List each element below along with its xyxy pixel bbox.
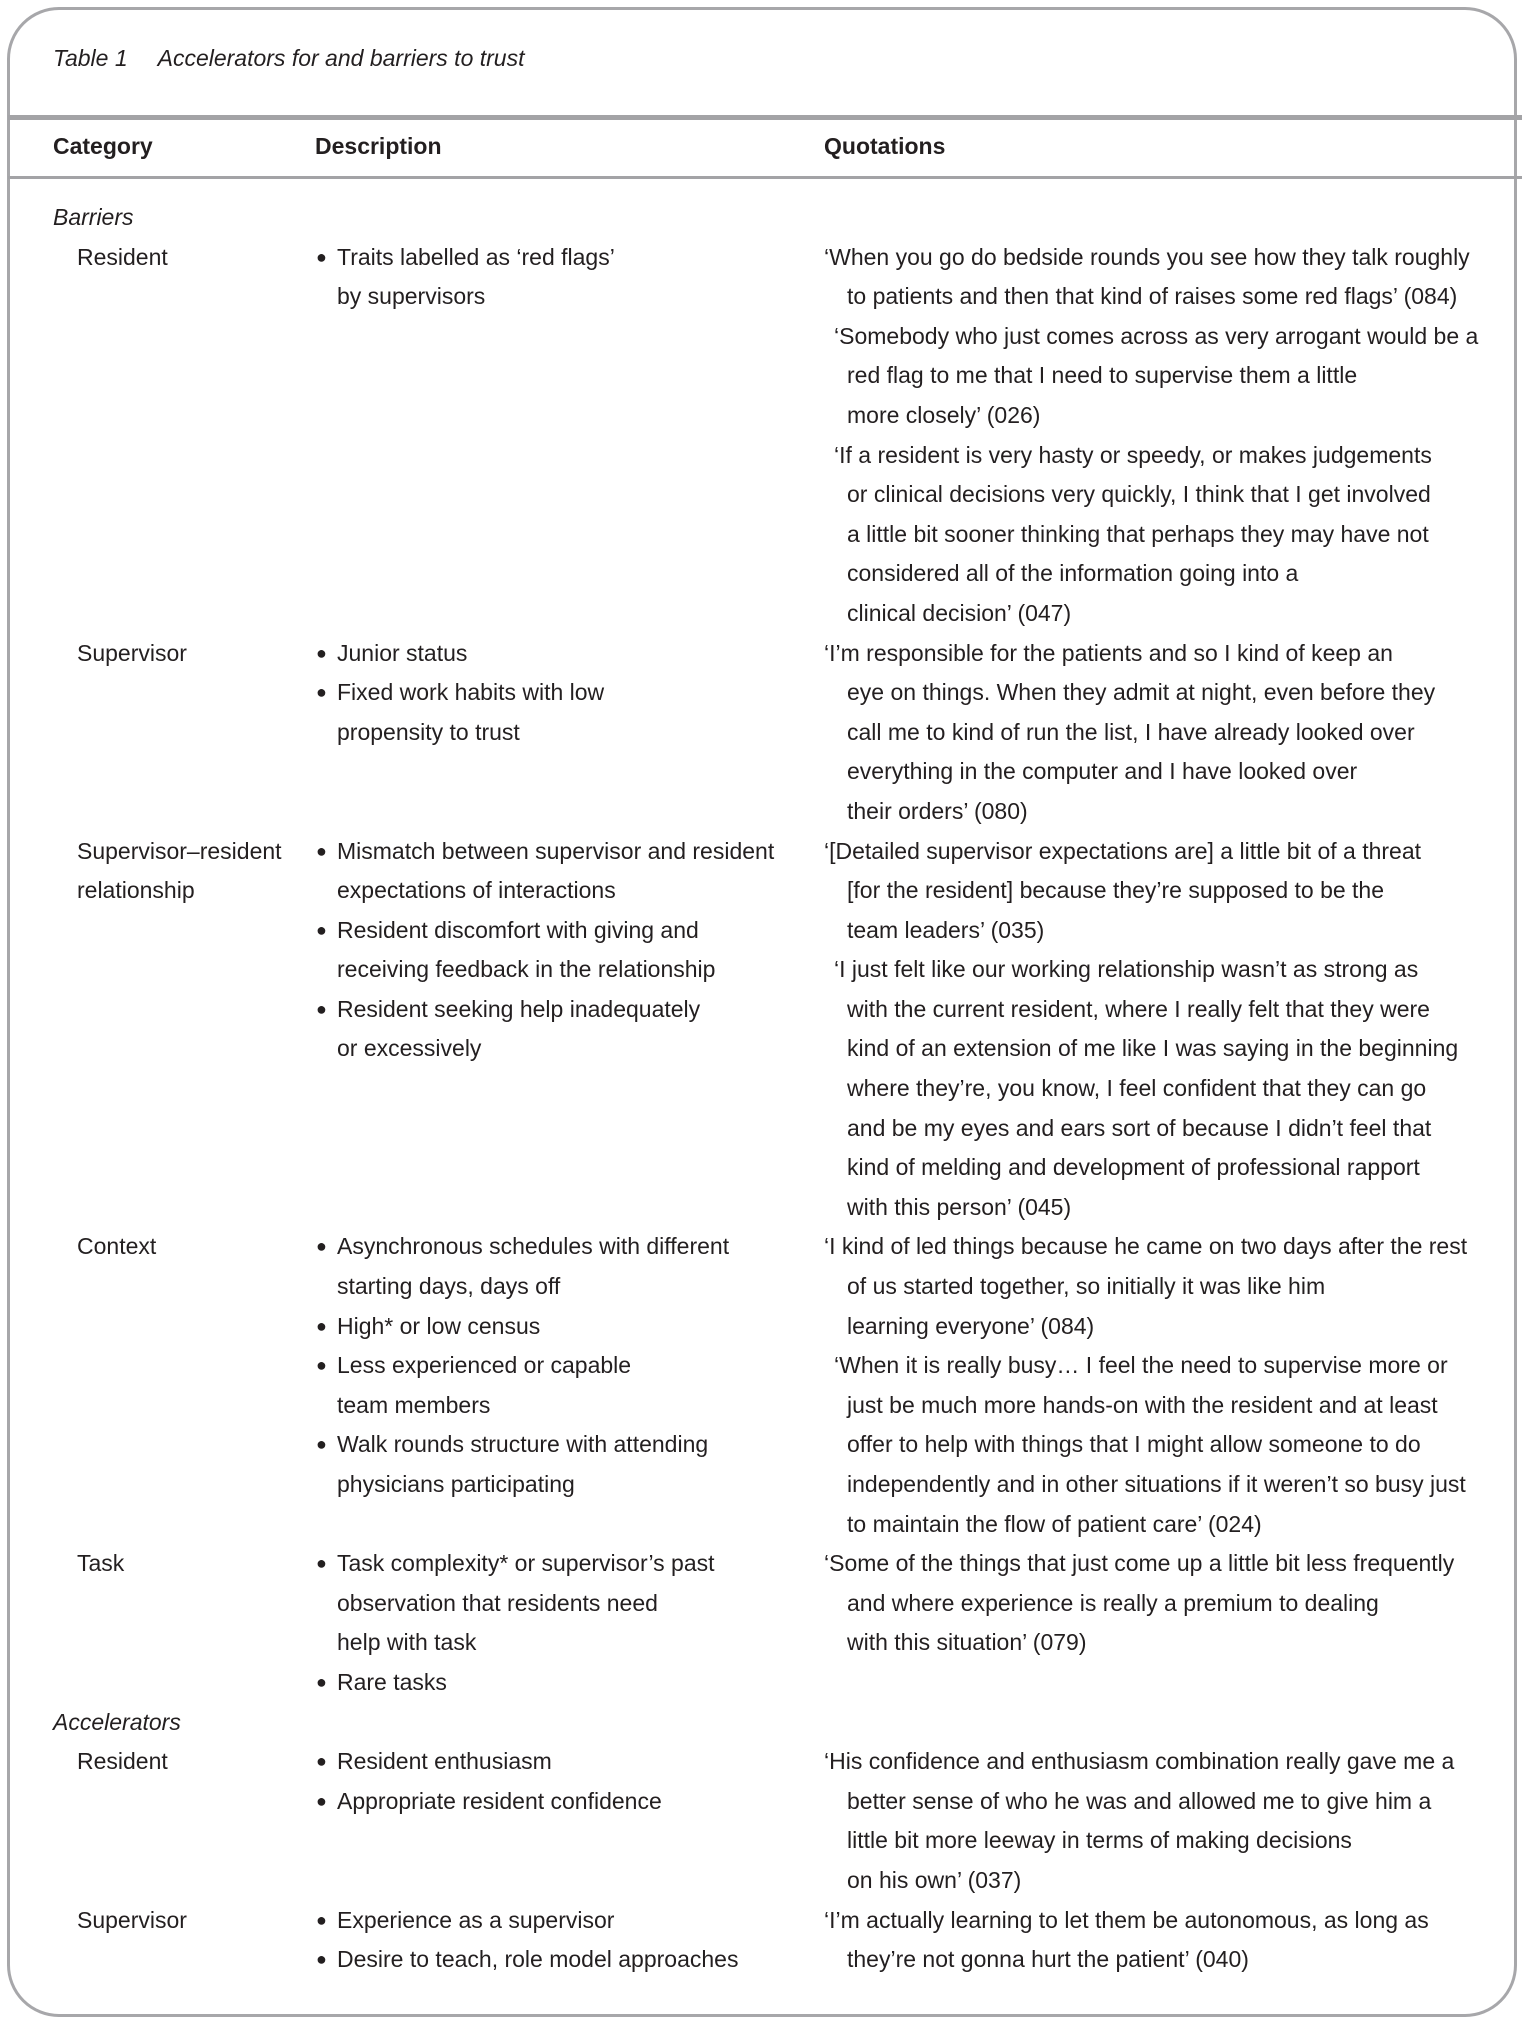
- description-item: [316, 238, 824, 317]
- description-item: [316, 1227, 824, 1306]
- quotation-text: ‘I just felt like our working relationship wasn’t as strong as: [834, 956, 1419, 983]
- description-item: [316, 1663, 824, 1703]
- description-text: Mismatch between supervisor and resident: [337, 837, 775, 864]
- description-item: [316, 911, 824, 990]
- quotation-text: eye on things. When they admit at night, even before they: [847, 679, 1436, 706]
- bullet-icon: ●: [316, 1236, 327, 1257]
- quotation: [824, 317, 1524, 436]
- category-cell: [0, 1544, 316, 1702]
- quotation-text: ‘I’m responsible for the patients and so I kind of keep an: [824, 639, 1393, 666]
- description-text: Desire to teach, role model approaches: [337, 1946, 739, 1973]
- category-text: Context: [77, 1233, 157, 1260]
- bullet-icon: ●: [316, 1434, 327, 1455]
- quotation-text: team leaders’ (035): [847, 916, 1045, 943]
- description-text: Appropriate resident confidence: [337, 1787, 662, 1814]
- description-text: expectations of interactions: [337, 877, 616, 904]
- bullet-icon: ●: [316, 1949, 327, 1970]
- quotation: [824, 436, 1524, 634]
- category-text: relationship: [77, 877, 195, 904]
- description-text: receiving feedback in the relationship: [337, 956, 716, 983]
- bullet-icon: ●: [316, 1671, 327, 1692]
- category-cell: [0, 832, 316, 1228]
- description-item: [316, 1425, 824, 1504]
- description-text: team members: [337, 1391, 491, 1418]
- quotation-text: ‘Some of the things that just come up a little bit less frequently: [824, 1550, 1455, 1577]
- quotation-text: independently and in other situations if it weren’t so busy just: [847, 1471, 1466, 1497]
- table-number: Table 1: [53, 45, 128, 71]
- description-text: Fixed work habits with low: [337, 679, 605, 706]
- quotations-cell: [824, 634, 1524, 832]
- category-cell: [0, 1901, 316, 1980]
- quotation: [824, 634, 1524, 832]
- description-text: Resident discomfort with giving and: [337, 916, 699, 943]
- quotation-text: clinical decision’ (047): [847, 599, 1072, 626]
- category-text: Resident: [77, 1748, 168, 1775]
- description-text: Resident seeking help inadequately: [337, 995, 701, 1022]
- table-body: [0, 198, 1530, 1980]
- quotation-text: and be my eyes and ears sort of because I didn’t feel that: [847, 1114, 1432, 1141]
- table-row: [0, 1901, 1530, 1980]
- quotations-cell: [824, 1742, 1524, 1900]
- description-text: Resident enthusiasm: [337, 1748, 552, 1775]
- quotation-text: with the current resident, where I really felt that they were: [847, 995, 1430, 1022]
- table-title: Accelerators for and barriers to trust: [157, 45, 525, 71]
- description-cell: [316, 238, 824, 634]
- category-cell: [0, 1227, 316, 1544]
- quotation: [824, 1227, 1524, 1346]
- table-row: [0, 832, 1530, 1228]
- quotation-text: a little bit sooner thinking that perhaps they may have not: [847, 520, 1429, 547]
- description-text: Task complexity* or supervisor’s past: [337, 1550, 715, 1577]
- quotation-text: ‘His confidence and enthusiasm combination really gave me a: [824, 1748, 1455, 1775]
- quotation-text: considered all of the information going into a: [847, 560, 1299, 587]
- bullet-icon: ●: [316, 1909, 327, 1930]
- bullet-icon: ●: [316, 998, 327, 1019]
- quotation-text: where they’re, you know, I feel confident that they can go: [847, 1075, 1427, 1102]
- quotations-cell: [824, 1544, 1524, 1702]
- quotation: [824, 1544, 1524, 1663]
- quotation-text: ‘When you go do bedside rounds you see how they talk roughly: [824, 243, 1470, 270]
- description-text: propensity to trust: [337, 718, 520, 745]
- quotation-text: ‘When it is really busy… I feel the need to supervise more or: [834, 1352, 1448, 1379]
- description-text: observation that residents need: [337, 1589, 658, 1616]
- quotation: [824, 832, 1524, 951]
- quotation-text: ‘I’m actually learning to let them be autonomous, as long as: [824, 1906, 1429, 1933]
- quotation-text: on his own’ (037): [847, 1866, 1022, 1893]
- table-row: [0, 238, 1530, 634]
- quotation-text: everything in the computer and I have looked over: [847, 758, 1358, 785]
- quotation-text: ‘[Detailed supervisor expectations are] a little bit of a threat: [824, 837, 1422, 864]
- description-text: Walk rounds structure with attending: [337, 1431, 709, 1458]
- description-item: [316, 832, 824, 911]
- quotation: [824, 238, 1524, 317]
- description-item: [316, 673, 824, 752]
- description-cell: [316, 832, 824, 1228]
- quotation-text: better sense of who he was and allowed me to give him a: [847, 1787, 1432, 1814]
- category-text: Supervisor: [77, 639, 187, 666]
- description-cell: [316, 1227, 824, 1544]
- description-item: [316, 990, 824, 1069]
- description-item: [316, 1940, 824, 1980]
- category-cell: [0, 1742, 316, 1900]
- group-label: Accelerators: [53, 1708, 181, 1735]
- column-header-quotations: Quotations: [824, 133, 946, 159]
- category-text: Supervisor–resident: [77, 837, 282, 864]
- quotation-text: call me to kind of run the list, I have already looked over: [847, 718, 1415, 745]
- category-cell: [0, 238, 316, 634]
- table-row: [0, 1227, 1530, 1544]
- quotation: [824, 1346, 1524, 1544]
- bullet-icon: ●: [316, 682, 327, 703]
- category-text: Supervisor: [77, 1906, 187, 1933]
- quotation-text: they’re not gonna hurt the patient’ (040): [847, 1946, 1249, 1973]
- description-item: [316, 1307, 824, 1347]
- bullet-icon: ●: [316, 246, 327, 267]
- quotation-text: to patients and then that kind of raises some red flags’ (084): [847, 283, 1458, 310]
- table-row: [0, 1742, 1530, 1900]
- quotation-text: with this person’ (045): [847, 1193, 1072, 1220]
- description-text: Experience as a supervisor: [337, 1906, 615, 1933]
- quotation-text: kind of melding and development of professional rapport: [847, 1154, 1420, 1181]
- description-text: Less experienced or capable: [337, 1352, 632, 1379]
- description-item: [316, 1346, 824, 1425]
- bullet-icon: ●: [316, 1790, 327, 1811]
- description-item: [316, 1782, 824, 1822]
- quotation: [824, 1901, 1524, 1980]
- description-text: help with task: [337, 1629, 477, 1656]
- bullet-icon: ●: [316, 1751, 327, 1772]
- category-text: Resident: [77, 243, 168, 270]
- quotation-text: ‘I kind of led things because he came on two days after the rest: [824, 1233, 1468, 1260]
- description-text: starting days, days off: [337, 1273, 561, 1300]
- quotation-text: offer to help with things that I might allow someone to do: [847, 1431, 1421, 1458]
- table-row: [0, 634, 1530, 832]
- quotation-text: ‘If a resident is very hasty or speedy, or makes judgements: [834, 441, 1432, 468]
- description-cell: [316, 1901, 824, 1980]
- description-item: [316, 1742, 824, 1782]
- quotation-text: ‘Somebody who just comes across as very arrogant would be a: [834, 322, 1479, 349]
- group-label: Barriers: [53, 204, 134, 230]
- description-cell: [316, 1544, 824, 1702]
- description-item: [316, 1901, 824, 1941]
- bullet-icon: ●: [316, 840, 327, 861]
- bullet-icon: ●: [316, 919, 327, 940]
- description-cell: [316, 634, 824, 832]
- quotation-text: and where experience is really a premium to dealing: [847, 1589, 1379, 1616]
- description-text: Traits labelled as ‘red flags’: [337, 243, 615, 270]
- quotation-text: just be much more hands-on with the resident and at least: [847, 1391, 1438, 1418]
- quotations-cell: [824, 1901, 1524, 1980]
- bullet-icon: ●: [316, 1355, 327, 1376]
- quotations-cell: [824, 238, 1524, 634]
- description-text: Rare tasks: [337, 1668, 447, 1695]
- header-top-rule: [8, 115, 1522, 120]
- bullet-icon: ●: [316, 1553, 327, 1574]
- quotation-text: with this situation’ (079): [847, 1629, 1087, 1656]
- description-text: or excessively: [337, 1035, 482, 1062]
- table-row: [0, 1544, 1530, 1702]
- description-cell: [316, 1742, 824, 1900]
- quotation-text: more closely’ (026): [847, 401, 1041, 428]
- description-text: by supervisors: [337, 283, 486, 310]
- quotation-text: kind of an extension of me like I was saying in the beginning: [847, 1035, 1459, 1062]
- quotation-text: learning everyone’ (084): [847, 1312, 1095, 1339]
- quotation-text: red flag to me that I need to supervise them a little: [847, 362, 1358, 389]
- quotations-cell: [824, 832, 1524, 1228]
- bullet-icon: ●: [316, 642, 327, 663]
- quotation-text: [for the resident] because they’re supposed to be the: [847, 877, 1385, 904]
- category-cell: [0, 634, 316, 832]
- table-caption: [53, 40, 524, 76]
- quotation-text: or clinical decisions very quickly, I think that I get involved: [847, 481, 1431, 508]
- bullet-icon: ●: [316, 1315, 327, 1336]
- quotation-text: of us started together, so initially it was like him: [847, 1273, 1326, 1300]
- description-item: [316, 1544, 824, 1663]
- description-text: Junior status: [337, 639, 468, 666]
- header-bottom-rule: [8, 176, 1522, 179]
- quotations-cell: [824, 1227, 1524, 1544]
- quotation-text: little bit more leeway in terms of making decisions: [847, 1827, 1352, 1854]
- quotation: [824, 950, 1524, 1227]
- quotation-text: to maintain the flow of patient care’ (024): [847, 1510, 1262, 1537]
- quotation-text: their orders’ (080): [847, 797, 1028, 824]
- quotation: [824, 1742, 1524, 1900]
- description-text: Asynchronous schedules with different: [337, 1233, 730, 1260]
- column-header-description: Description: [315, 133, 442, 159]
- description-item: [316, 634, 824, 674]
- category-text: Task: [77, 1550, 125, 1577]
- description-text: physicians participating: [337, 1471, 575, 1497]
- column-header-category: Category: [53, 133, 153, 159]
- description-text: High* or low census: [337, 1312, 541, 1339]
